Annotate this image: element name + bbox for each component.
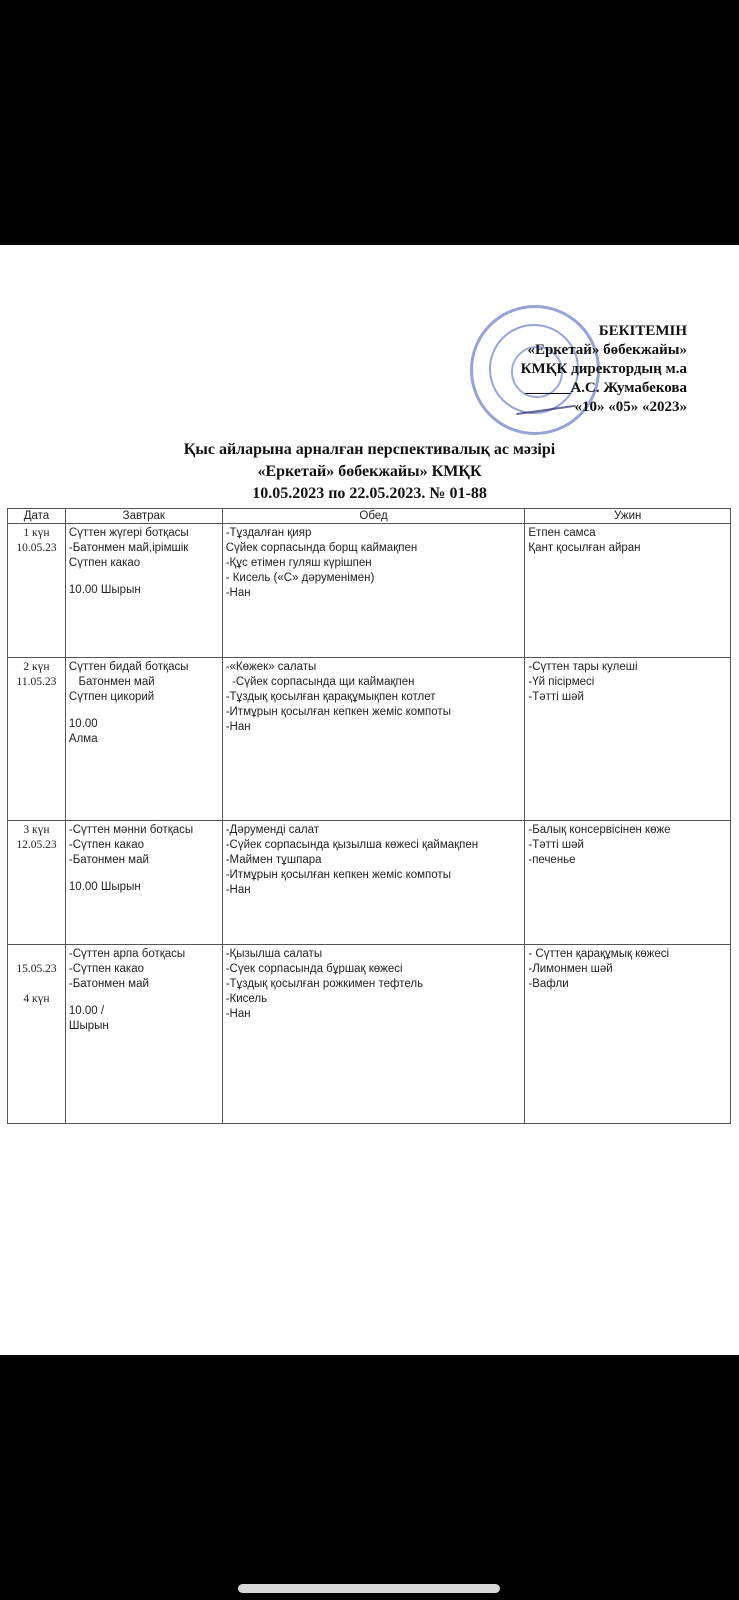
date-line: 12.05.23 [16, 839, 57, 851]
header-dinner: Ужин [525, 509, 731, 524]
table-row [8, 945, 731, 1124]
approval-line: КМҚК директордың м.а [520, 361, 687, 377]
menu-item: -Кисель [225, 993, 268, 1005]
date-line: 11.05.23 [16, 676, 57, 688]
menu-item: Сүттен жүгері ботқасы [68, 527, 189, 539]
lunch-cell [222, 658, 525, 821]
lunch-cell [222, 821, 525, 945]
menu-item: -Сүек сорпасында бұршақ көжесі [225, 963, 403, 975]
lunch-cell [222, 524, 525, 658]
approval-line: «10» «05» «2023» [574, 399, 687, 415]
menu-item: Қант қосылған айран [528, 542, 641, 554]
menu-item: -Нан [225, 587, 251, 599]
header-breakfast: Завтрак [65, 509, 222, 524]
menu-item: -Балық консервісінен көже [528, 824, 671, 836]
dinner-cell [525, 658, 731, 821]
menu-table [7, 508, 731, 1124]
table-row [8, 821, 731, 945]
title-line: «Еркетай» бөбекжайы» КМҚК [257, 463, 482, 480]
menu-item: -Нан [225, 1008, 251, 1020]
table-header-row [8, 509, 731, 524]
menu-item: -Сүйек сорпасында щи каймақпен [225, 676, 415, 688]
menu-item: -Тәтті шәй [528, 839, 584, 851]
menu-item: 10.00 [68, 718, 98, 730]
approval-line: «Еркетай» бөбекжайы» [527, 342, 687, 358]
menu-item: -Қызылша салаты [225, 948, 323, 960]
date-line: 3 күн [23, 824, 50, 836]
menu-item: - Кисель («С» дәруменімен) [225, 572, 375, 584]
spacer [69, 571, 219, 583]
breakfast-cell [65, 524, 222, 658]
menu-item: -«Көжек» салаты [225, 661, 317, 673]
breakfast-cell [65, 658, 222, 821]
menu-item: -Маймен тұшпара [225, 854, 322, 866]
menu-item: Етпен самса [528, 527, 596, 539]
menu-item: -Итмұрын қосылған кепкен жеміс компоты [225, 869, 451, 881]
menu-item: -Дәруменді салат [225, 824, 319, 836]
date-cell [8, 524, 66, 658]
dinner-cell [525, 945, 731, 1124]
menu-item: Сүттен бидай ботқасы [68, 661, 189, 673]
menu-item: Батонмен май [68, 676, 155, 688]
menu-item: 10.00 Шырын [68, 881, 141, 893]
menu-item: -печенье [528, 854, 576, 866]
table-row [8, 524, 731, 658]
menu-item: Шырын [68, 1020, 109, 1032]
menu-item: -Лимонмен шәй [528, 963, 613, 975]
menu-item: -Сүттен арпа ботқасы [68, 948, 186, 960]
menu-item: -Батонмен май [68, 854, 149, 866]
date-line [11, 947, 62, 962]
menu-item: - Сүттен қарақұмық көжесі [528, 948, 670, 960]
header-lunch: Обед [222, 509, 525, 524]
menu-item: -Тұздалған қияр [225, 527, 312, 539]
menu-item: -Батонмен май,ірімшік [68, 542, 189, 554]
date-line: 1 күн [23, 527, 50, 539]
menu-item: -Тәтті шәй [528, 691, 584, 703]
spacer [69, 705, 219, 717]
home-indicator[interactable] [238, 1584, 500, 1593]
menu-item: -Нан [225, 721, 251, 733]
menu-item: -Нан [225, 884, 251, 896]
document-page [0, 245, 739, 1355]
menu-item: -Тұздық қосылған қарақұмықпен котлет [225, 691, 436, 703]
breakfast-cell [65, 821, 222, 945]
menu-item: 10.00 / [68, 1005, 105, 1017]
menu-item: -Үй пісірмесі [528, 676, 595, 688]
menu-item: -Вафли [528, 978, 569, 990]
menu-item: -Сүттен мәнни ботқасы [68, 824, 194, 836]
date-cell [8, 945, 66, 1124]
menu-item: Сүтпен какао [68, 557, 141, 569]
menu-item: -Сүтпен какао [68, 839, 144, 851]
header-date: Дата [8, 509, 66, 524]
date-line: 10.05.23 [16, 542, 57, 554]
menu-item: 10.00 Шырын [68, 584, 141, 596]
menu-item: -Сүтпен какао [68, 963, 144, 975]
date-cell [8, 658, 66, 821]
menu-item: -Итмұрын қосылған кепкен жеміс компоты [225, 706, 451, 718]
date-line: 15.05.23 [16, 963, 57, 975]
menu-item: -Сүйек сорпасында қызылша көжесі қаймақпен [225, 839, 479, 851]
table-row [8, 658, 731, 821]
date-line [11, 977, 62, 992]
menu-item: Алма [68, 733, 98, 745]
lunch-cell [222, 945, 525, 1124]
date-line: 2 күн [23, 661, 50, 673]
menu-item: -Батонмен май [68, 978, 149, 990]
spacer [69, 868, 219, 880]
menu-item: Сүтпен цикорий [68, 691, 155, 703]
date-cell [8, 821, 66, 945]
approval-line: ______А.С. Жумабекова [525, 380, 687, 396]
spacer [69, 992, 219, 1004]
dinner-cell [525, 821, 731, 945]
approval-line: БЕКІТЕМІН [598, 323, 687, 339]
menu-item: -Құс етімен гуляш күрішпен [225, 557, 372, 569]
breakfast-cell [65, 945, 222, 1124]
dinner-cell [525, 524, 731, 658]
menu-item: Сүйек сорпасында борщ каймақпен [225, 542, 418, 554]
title-line: 10.05.2023 по 22.05.2023. № 01-88 [252, 485, 487, 502]
approval-block [521, 322, 687, 417]
menu-item: -Сүттен тары кулеші [528, 661, 638, 673]
title-line: Қыс айларына арналған перспективалық ас мәзірі [183, 441, 556, 458]
menu-item: -Тұздық қосылған рожкимен тефтель [225, 978, 424, 990]
date-line: 4 күн [23, 993, 50, 1005]
document-title [0, 439, 739, 505]
